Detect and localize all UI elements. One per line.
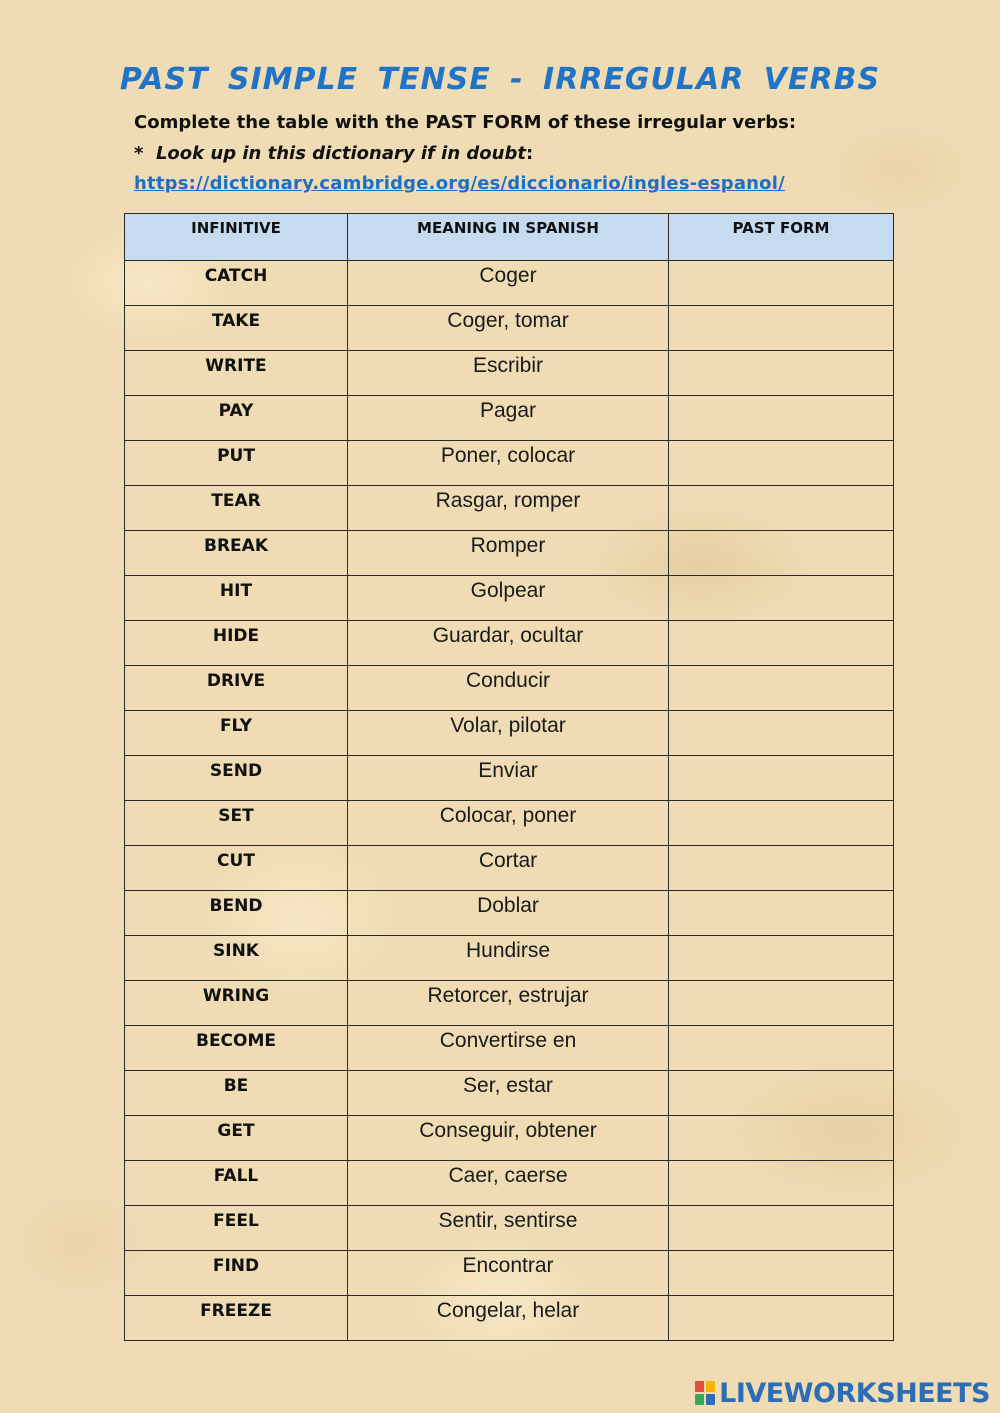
- meaning-cell: Congelar, helar: [348, 1296, 669, 1341]
- past-form-cell: [669, 486, 894, 531]
- infinitive-cell: WRITE: [125, 351, 348, 396]
- past-form-input[interactable]: [669, 441, 893, 485]
- table-row: [125, 1296, 894, 1341]
- table-row: [125, 261, 894, 306]
- meaning-cell: Colocar, poner: [348, 801, 669, 846]
- meaning-cell: Coger: [348, 261, 669, 306]
- table-row: [125, 486, 894, 531]
- infinitive-cell: DRIVE: [125, 666, 348, 711]
- past-form-input[interactable]: [669, 396, 893, 440]
- infinitive-cell: CUT: [125, 846, 348, 891]
- infinitive-cell: FREEZE: [125, 1296, 348, 1341]
- infinitive-cell: TEAR: [125, 486, 348, 531]
- table-row: [125, 891, 894, 936]
- liveworksheets-logo: [694, 1378, 990, 1408]
- meaning-cell: Encontrar: [348, 1251, 669, 1296]
- worksheet-title: PAST SIMPLE TENSE - IRREGULAR VERBS: [119, 62, 881, 97]
- past-form-input[interactable]: [669, 306, 893, 350]
- table-row: [125, 711, 894, 756]
- past-form-input[interactable]: [669, 1116, 893, 1160]
- past-form-input[interactable]: [669, 666, 893, 710]
- past-form-cell: [669, 666, 894, 711]
- table-row: [125, 666, 894, 711]
- table-row: [125, 1026, 894, 1071]
- past-form-input[interactable]: [669, 621, 893, 665]
- meaning-cell: Golpear: [348, 576, 669, 621]
- infinitive-cell: FLY: [125, 711, 348, 756]
- table-row: [125, 396, 894, 441]
- infinitive-cell: TAKE: [125, 306, 348, 351]
- column-header-infinitive: INFINITIVE: [125, 214, 348, 261]
- past-form-cell: [669, 576, 894, 621]
- past-form-input[interactable]: [669, 1206, 893, 1250]
- table-row: [125, 846, 894, 891]
- meaning-cell: Cortar: [348, 846, 669, 891]
- infinitive-cell: BE: [125, 1071, 348, 1116]
- past-form-cell: [669, 1071, 894, 1116]
- past-form-cell: [669, 756, 894, 801]
- past-form-input[interactable]: [669, 1161, 893, 1205]
- infinitive-cell: PUT: [125, 441, 348, 486]
- dictionary-link[interactable]: https://dictionary.cambridge.org/es/diccionario/ingles-espanol/: [134, 173, 785, 194]
- infinitive-cell: BEND: [125, 891, 348, 936]
- table-row: [125, 1206, 894, 1251]
- table-row: [125, 801, 894, 846]
- past-form-cell: [669, 351, 894, 396]
- table-row: [125, 441, 894, 486]
- table-row: [125, 351, 894, 396]
- meaning-cell: Romper: [348, 531, 669, 576]
- table-row: [125, 576, 894, 621]
- meaning-cell: Conseguir, obtener: [348, 1116, 669, 1161]
- table-row: [125, 1251, 894, 1296]
- past-form-cell: [669, 306, 894, 351]
- past-form-cell: [669, 981, 894, 1026]
- past-form-input[interactable]: [669, 936, 893, 980]
- table-body: [125, 261, 894, 1341]
- table-row: [125, 1071, 894, 1116]
- past-form-cell: [669, 801, 894, 846]
- past-form-cell: [669, 1161, 894, 1206]
- past-form-input[interactable]: [669, 351, 893, 395]
- meaning-cell: Guardar, ocultar: [348, 621, 669, 666]
- brand-name: LIVEWORKSHEETS: [719, 1377, 990, 1409]
- past-form-cell: [669, 396, 894, 441]
- meaning-cell: Caer, caerse: [348, 1161, 669, 1206]
- meaning-cell: Retorcer, estrujar: [348, 981, 669, 1026]
- infinitive-cell: BECOME: [125, 1026, 348, 1071]
- meaning-cell: Doblar: [348, 891, 669, 936]
- infinitive-cell: SINK: [125, 936, 348, 981]
- verbs-table: [124, 213, 894, 1341]
- past-form-input[interactable]: [669, 981, 893, 1025]
- past-form-cell: [669, 936, 894, 981]
- meaning-cell: Sentir, sentirse: [348, 1206, 669, 1251]
- past-form-input[interactable]: [669, 1026, 893, 1070]
- past-form-input[interactable]: [669, 1071, 893, 1115]
- past-form-input[interactable]: [669, 846, 893, 890]
- past-form-input[interactable]: [669, 756, 893, 800]
- meaning-cell: Convertirse en: [348, 1026, 669, 1071]
- infinitive-cell: HIDE: [125, 621, 348, 666]
- meaning-cell: Escribir: [348, 351, 669, 396]
- past-form-cell: [669, 891, 894, 936]
- dictionary-hint: [134, 143, 533, 164]
- past-form-cell: [669, 1026, 894, 1071]
- hint-colon: :: [525, 143, 534, 164]
- past-form-cell: [669, 261, 894, 306]
- past-form-cell: [669, 1206, 894, 1251]
- past-form-input[interactable]: [669, 891, 893, 935]
- infinitive-cell: FALL: [125, 1161, 348, 1206]
- table-row: [125, 936, 894, 981]
- table-row: [125, 306, 894, 351]
- infinitive-cell: SET: [125, 801, 348, 846]
- past-form-cell: [669, 1251, 894, 1296]
- instruction-text: Complete the table with the PAST FORM of these irregular verbs:: [134, 112, 797, 133]
- past-form-cell: [669, 1116, 894, 1161]
- past-form-input[interactable]: [669, 711, 893, 755]
- table-row: [125, 531, 894, 576]
- column-header-meaning: MEANING IN SPANISH: [348, 214, 669, 261]
- liveworksheets-logo-icon: [694, 1380, 716, 1406]
- meaning-cell: Volar, pilotar: [348, 711, 669, 756]
- past-form-input[interactable]: [669, 801, 893, 845]
- past-form-input[interactable]: [669, 531, 893, 575]
- hint-text: Look up in this dictionary if in doubt: [155, 143, 526, 164]
- meaning-cell: Conducir: [348, 666, 669, 711]
- past-form-cell: [669, 621, 894, 666]
- table-header-row: [125, 214, 894, 261]
- table-row: [125, 756, 894, 801]
- meaning-cell: Coger, tomar: [348, 306, 669, 351]
- infinitive-cell: GET: [125, 1116, 348, 1161]
- hint-asterisk: *: [134, 143, 156, 164]
- past-form-cell: [669, 531, 894, 576]
- past-form-input[interactable]: [669, 486, 893, 530]
- meaning-cell: Enviar: [348, 756, 669, 801]
- infinitive-cell: BREAK: [125, 531, 348, 576]
- past-form-cell: [669, 1296, 894, 1341]
- column-header-past-form: PAST FORM: [669, 214, 894, 261]
- infinitive-cell: PAY: [125, 396, 348, 441]
- table-row: [125, 621, 894, 666]
- past-form-input[interactable]: [669, 261, 893, 305]
- infinitive-cell: HIT: [125, 576, 348, 621]
- past-form-cell: [669, 711, 894, 756]
- past-form-input[interactable]: [669, 1296, 893, 1340]
- past-form-cell: [669, 441, 894, 486]
- infinitive-cell: WRING: [125, 981, 348, 1026]
- infinitive-cell: FEEL: [125, 1206, 348, 1251]
- past-form-input[interactable]: [669, 576, 893, 620]
- infinitive-cell: CATCH: [125, 261, 348, 306]
- meaning-cell: Poner, colocar: [348, 441, 669, 486]
- past-form-cell: [669, 846, 894, 891]
- table-row: [125, 1116, 894, 1161]
- table-row: [125, 981, 894, 1026]
- meaning-cell: Hundirse: [348, 936, 669, 981]
- infinitive-cell: SEND: [125, 756, 348, 801]
- meaning-cell: Pagar: [348, 396, 669, 441]
- meaning-cell: Rasgar, romper: [348, 486, 669, 531]
- meaning-cell: Ser, estar: [348, 1071, 669, 1116]
- past-form-input[interactable]: [669, 1251, 893, 1295]
- infinitive-cell: FIND: [125, 1251, 348, 1296]
- table-row: [125, 1161, 894, 1206]
